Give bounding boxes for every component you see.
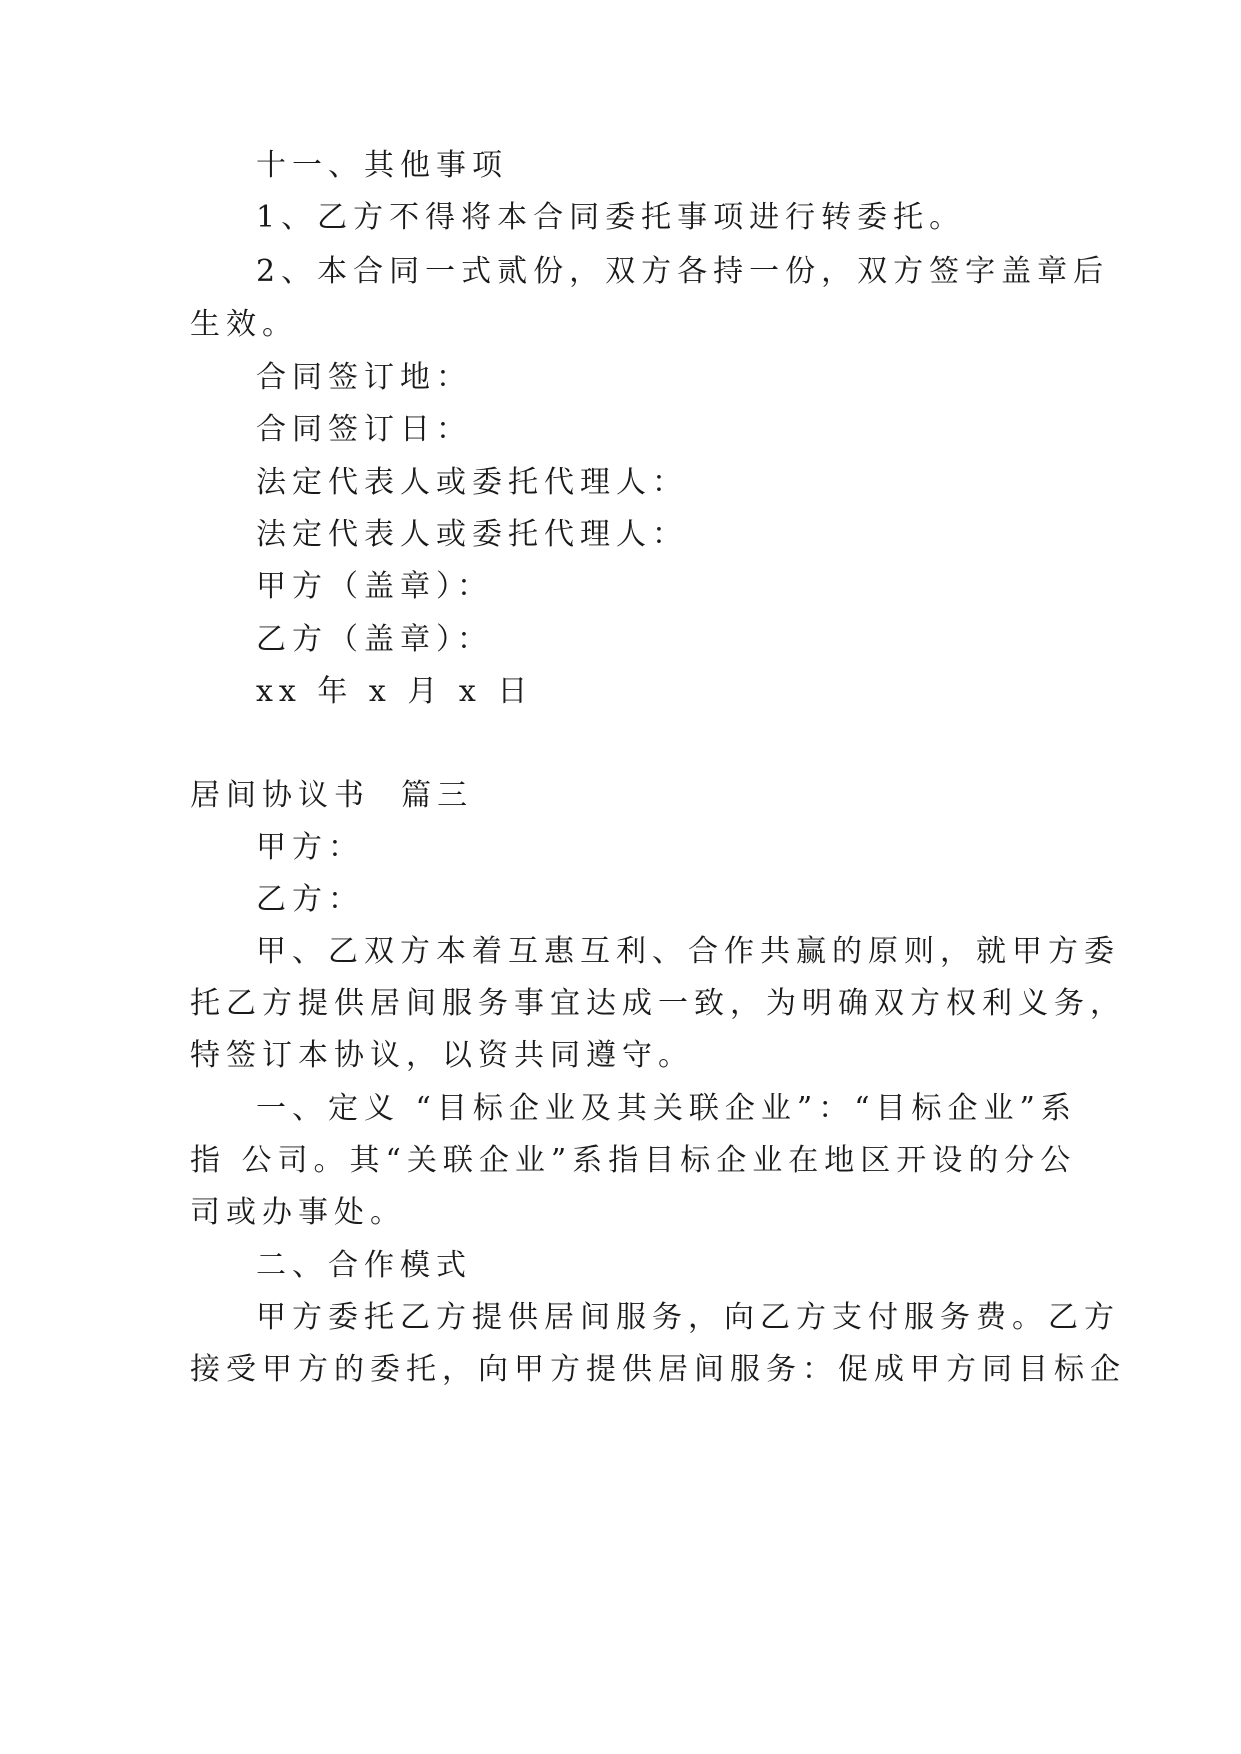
signing-place: 合同签订地： bbox=[256, 360, 472, 395]
party-a-seal: 甲方（盖章）： bbox=[256, 569, 493, 604]
date-line: xx 年 x 月 x 日 bbox=[256, 674, 534, 709]
definition-line-3: 司或办事处。 bbox=[190, 1195, 406, 1230]
party-b-seal: 乙方（盖章）： bbox=[256, 622, 493, 657]
intro-line-2: 托乙方提供居间服务事宜达成一致，为明确双方权利义务， bbox=[190, 986, 1126, 1021]
definition-line-1: 一、定义 “目标企业及其关联企业”：“目标企业”系 bbox=[256, 1091, 1077, 1126]
signing-date: 合同签订日： bbox=[256, 412, 472, 447]
legal-representative-2: 法定代表人或委托代理人： bbox=[256, 517, 688, 552]
cooperation-line-2: 接受甲方的委托，向甲方提供居间服务：促成甲方同目标企 bbox=[190, 1352, 1126, 1387]
clause-1: 1、乙方不得将本合同委托事项进行转委托。 bbox=[256, 200, 966, 235]
legal-representative-1: 法定代表人或委托代理人： bbox=[256, 465, 688, 500]
party-a-label: 甲方： bbox=[256, 830, 364, 865]
party-b-label: 乙方： bbox=[256, 882, 364, 917]
clause-2-line-2: 生效。 bbox=[190, 307, 298, 342]
cooperation-line-1: 甲方委托乙方提供居间服务，向乙方支付服务费。乙方 bbox=[256, 1300, 1120, 1335]
section-heading-other-matters: 十一、其他事项 bbox=[256, 148, 508, 183]
document-title: 居间协议书 篇三 bbox=[190, 778, 474, 813]
clause-2-line-1: 2、本合同一式贰份，双方各持一份，双方签字盖章后 bbox=[256, 254, 1110, 289]
intro-line-1: 甲、乙双方本着互惠互利、合作共赢的原则，就甲方委 bbox=[256, 934, 1120, 969]
intro-line-3: 特签订本协议，以资共同遵守。 bbox=[190, 1038, 694, 1073]
definition-line-2: 指 公司。其“关联企业”系指目标企业在地区开设的分公 bbox=[190, 1143, 1077, 1178]
section-heading-cooperation: 二、合作模式 bbox=[256, 1248, 472, 1283]
